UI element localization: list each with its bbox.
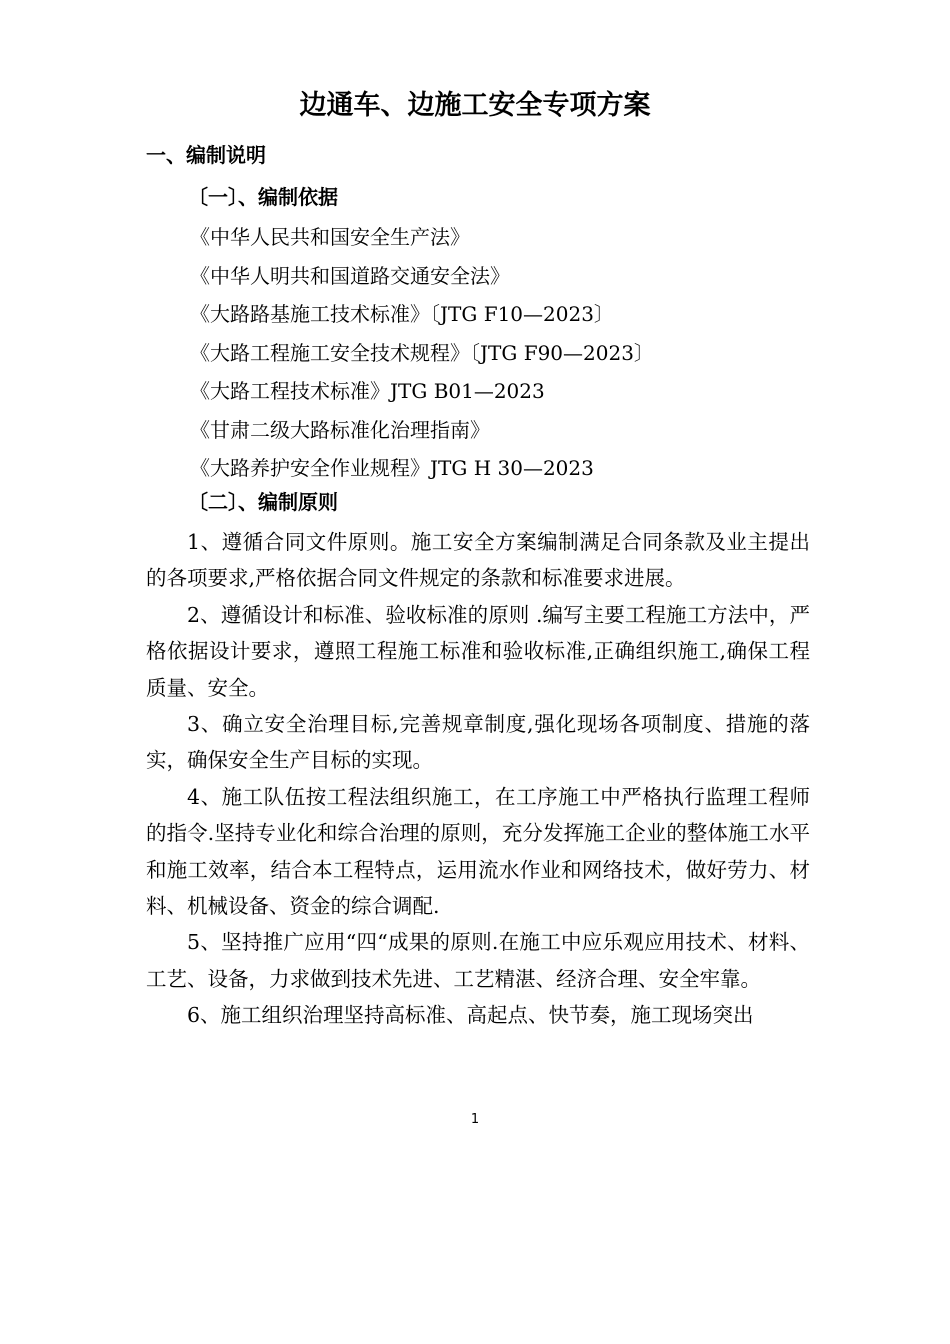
reference-item: 《中华人明共和国道路交通安全法》 <box>190 263 510 288</box>
principle-paragraph: 3、确立安全治理目标,完善规章制度,强化现场各项制度、措施的落实，确保安全生产目标的实现。 <box>146 712 810 773</box>
principle-paragraph: 5、坚持推广应用“四“成果的原则.在施工中应乐观应用技术、材料、工艺、设备，力求做到技术先进、工艺精湛、经济合理、安全牢靠。 <box>146 930 810 991</box>
reference-item: 《大路路基施工技术标准》〔JTG F10—2023〕 <box>190 302 614 326</box>
document-title: 边通车、边施工安全专项方案 <box>299 90 651 121</box>
reference-item: 《大路工程技术标准》JTG B01—2023 <box>190 379 545 403</box>
reference-item: 《大路养护安全作业规程》JTG H 30—2023 <box>190 456 594 480</box>
reference-list <box>190 218 654 488</box>
principles-body <box>146 524 810 1034</box>
section-heading-compilation-notes: 一、编制说明 <box>146 143 266 167</box>
subsection-heading-principles: 〔二〕、编制原则 <box>188 490 338 514</box>
reference-item: 《大路工程施工安全技术规程》〔JTG F90—2023〕 <box>190 340 654 365</box>
subsection-heading-basis: 〔一〕、编制依据 <box>188 185 338 209</box>
principle-paragraph: 4、施工队伍按工程法组织施工，在工序施工中严格执行监理工程师的指令.坚持专业化和综合治理的原则，充分发挥施工企业的整体施工水平和施工效率，结合本工程特点，运用流水作业和网络技术，做好劳力、材料、机械设备、资金的综合调配. <box>146 784 810 919</box>
principle-paragraph: 6、施工组织治理坚持高标准、高起点、快节奏，施工现场突出 <box>187 1003 754 1028</box>
reference-item: 《中华人民共和国安全生产法》 <box>190 225 470 249</box>
principle-paragraph: 1、遵循合同文件原则。施工安全方案编制满足合同条款及业主提出的各项要求,严格依据合同文件规定的条款和标准要求进展。 <box>146 530 810 591</box>
reference-item: 《甘肃二级大路标准化治理指南》 <box>190 417 490 442</box>
page-number: 1 <box>470 1112 480 1127</box>
principle-paragraph: 2、遵循设计和标准、验收标准的原则 .编写主要工程施工方法中，严格依据设计要求，遵照工程施工标准和验收标准,正确组织施工,确保工程质量、安全。 <box>146 602 810 700</box>
